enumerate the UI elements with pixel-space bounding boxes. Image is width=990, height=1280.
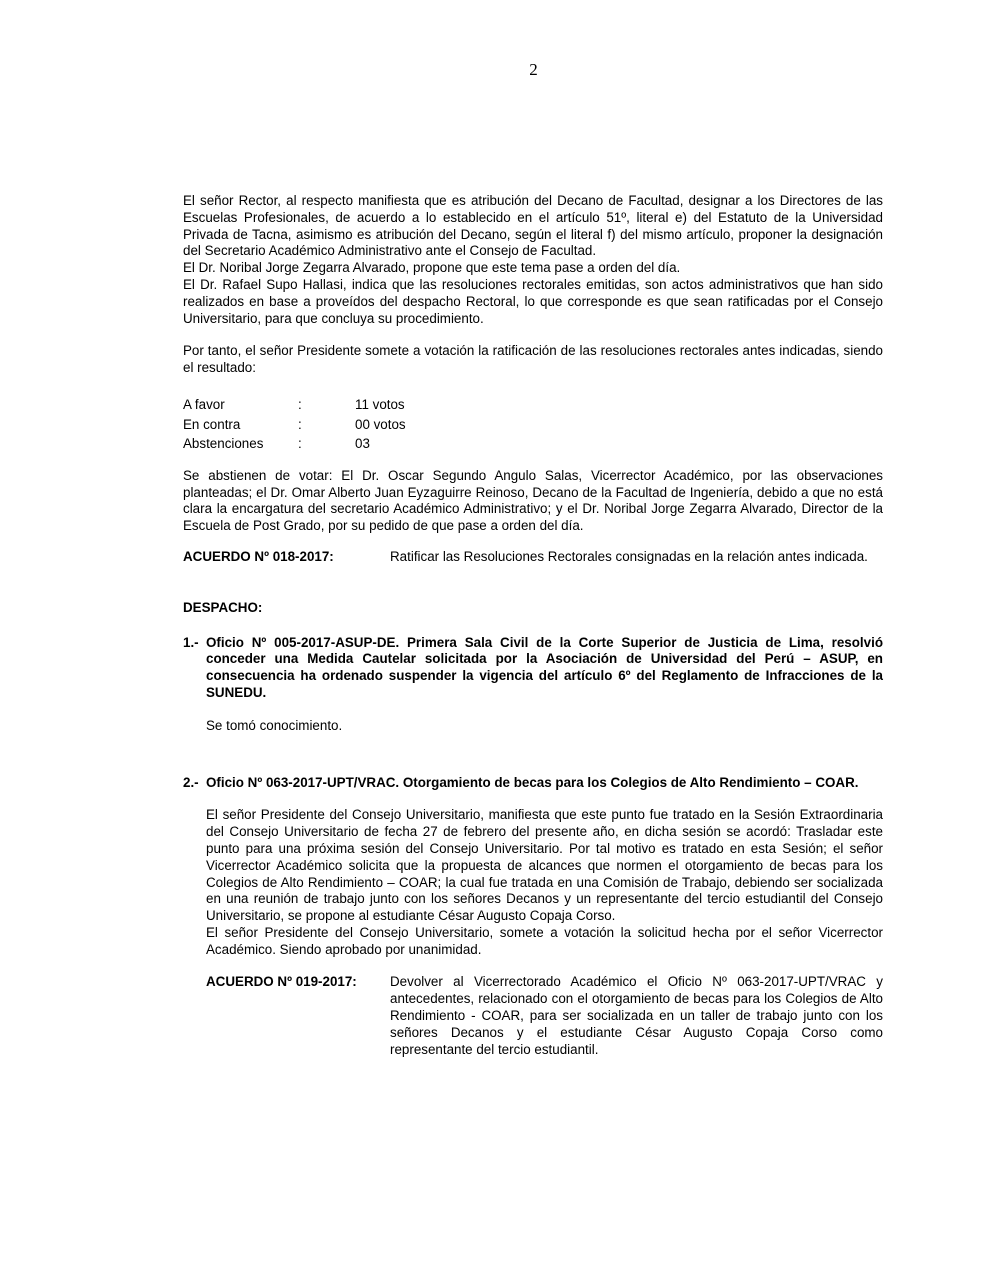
zegarra-paragraph: El Dr. Noribal Jorge Zegarra Alvarado, propone que este tema pase a orden del día. (183, 260, 681, 276)
item-2-number: 2.- (183, 774, 199, 790)
despacho-heading: DESPACHO: (183, 599, 263, 615)
supo-paragraph: El Dr. Rafael Supo Hallasi, indica que las resoluciones rectorales emitidas, son actos administrativos que han sido realizados en base a proveídos del despacho Rectoral, lo que corresponde es que sean ratificadas por el Consejo Universitario, para que concluya su procedimiento. (183, 276, 883, 326)
acuerdo-019 (206, 974, 883, 1058)
acuerdo-018-text: Ratificar las Resoluciones Rectorales consignadas en la relación antes indicada. (390, 548, 868, 564)
despacho-item-2 (183, 775, 883, 792)
vote-separator: : (298, 416, 302, 432)
vote-row (183, 395, 406, 415)
vote-label: Abstenciones (183, 436, 264, 452)
vote-value: 11 votos (355, 396, 405, 412)
item-1-note: Se tomó conocimiento. (206, 717, 343, 733)
vote-row (183, 415, 406, 435)
item-1-title: Oficio Nº 005-2017-ASUP-DE. Primera Sala Civil de la Corte Superior de Justicia de Lima, resolvió conceder una Medida Cautelar solicitada por la Asociación de Universidad del Perú – ASUP, en consecuencia ha ordenado suspender la vigencia del artículo 6º del Reglamento de Infracciones de la SUNEDU. (206, 634, 883, 700)
vote-label: En contra (183, 416, 241, 432)
vote-intro-paragraph: Por tanto, el señor Presidente somete a votación la ratificación de las resoluciones rectorales antes indicadas, siendo el resultado: (183, 343, 883, 376)
acuerdo-018 (183, 549, 883, 566)
vote-value: 00 votos (355, 416, 406, 432)
abstention-paragraph: Se abstienen de votar: El Dr. Oscar Segundo Angulo Salas, Vicerrector Académico, por las observaciones planteadas; el Dr. Omar Alberto Juan Eyzaguirre Reinoso, Decano de la Facultad de Ingeniería, debido a que no está clara la encargatura del secretario Académico Administrativo; y el Dr. Noribal Jorge Zegarra Alvarado, Director de la Escuela de Post Grado, por su pedido de que pase a orden del día. (183, 467, 883, 534)
document-body (183, 193, 883, 1058)
acuerdo-018-label: ACUERDO Nº 018-2017: (183, 548, 334, 564)
acuerdo-019-text: Devolver al Vicerrectorado Académico el Oficio Nº 063-2017-UPT/VRAC y antecedentes, relacionado con el otorgamiento de becas para los Colegios de Alto Rendimiento - COAR, para ser socializada en un taller de trabajo junto con los señores Decanos y el estudiante César Augusto Copaja Corso como representante del tercio estudiantil. (390, 974, 883, 1057)
despacho-item-1 (183, 635, 883, 702)
item-2-paragraph-2: El señor Presidente del Consejo Universitario, somete a votación la solicitud hecha por el señor Vicerrector Académico. Siendo aprobado por unanimidad. (206, 924, 883, 957)
vote-label: A favor (183, 396, 225, 412)
item-2-paragraph-1: El señor Presidente del Consejo Universitario, manifiesta que este punto fue tratado en la Sesión Extraordinaria del Consejo Universitario de fecha 27 de febrero del presente año, en dicha sesión se acordó: Trasladar este punto para una próxima sesión del Consejo Universitario. Por tal motivo es tratado en esta Sesión; el señor Vicerrector Académico solicita que la propuesta de alcances que normen el otorgamiento de becas para los Colegios de Alto Rendimiento – COAR; la cual fue tratada en una Comisión de Trabajo, debiendo ser socializada en una reunión de trabajo junto con los señores Decanos y un representante del tercio estudiantil del Consejo Universitario, se propone al estudiante César Augusto Copaja Corso. (206, 807, 883, 924)
item-2-title: Oficio Nº 063-2017-UPT/VRAC. Otorgamiento de becas para los Colegios de Alto Rendimiento – COAR. (206, 774, 859, 790)
vote-row (183, 434, 406, 454)
acuerdo-019-label: ACUERDO Nº 019-2017: (206, 974, 357, 990)
vote-separator: : (298, 436, 302, 452)
rector-paragraph: El señor Rector, al respecto manifiesta que es atribución del Decano de Facultad, designar a los Directores de las Escuelas Profesionales, de acuerdo a lo establecido en el artículo 51º, literal e) del Estatuto de la Universidad Privada de Tacna, asimismo es atribución del Decano, según el literal f) del mismo artículo, proponer la designación del Secretario Académico Administrativo ante el Consejo de Facultad. (183, 193, 883, 259)
page-number: 2 (529, 60, 538, 79)
vote-separator: : (298, 396, 302, 412)
vote-value: 03 (355, 436, 370, 452)
item-1-number: 1.- (183, 634, 199, 650)
vote-results-table (183, 395, 406, 454)
